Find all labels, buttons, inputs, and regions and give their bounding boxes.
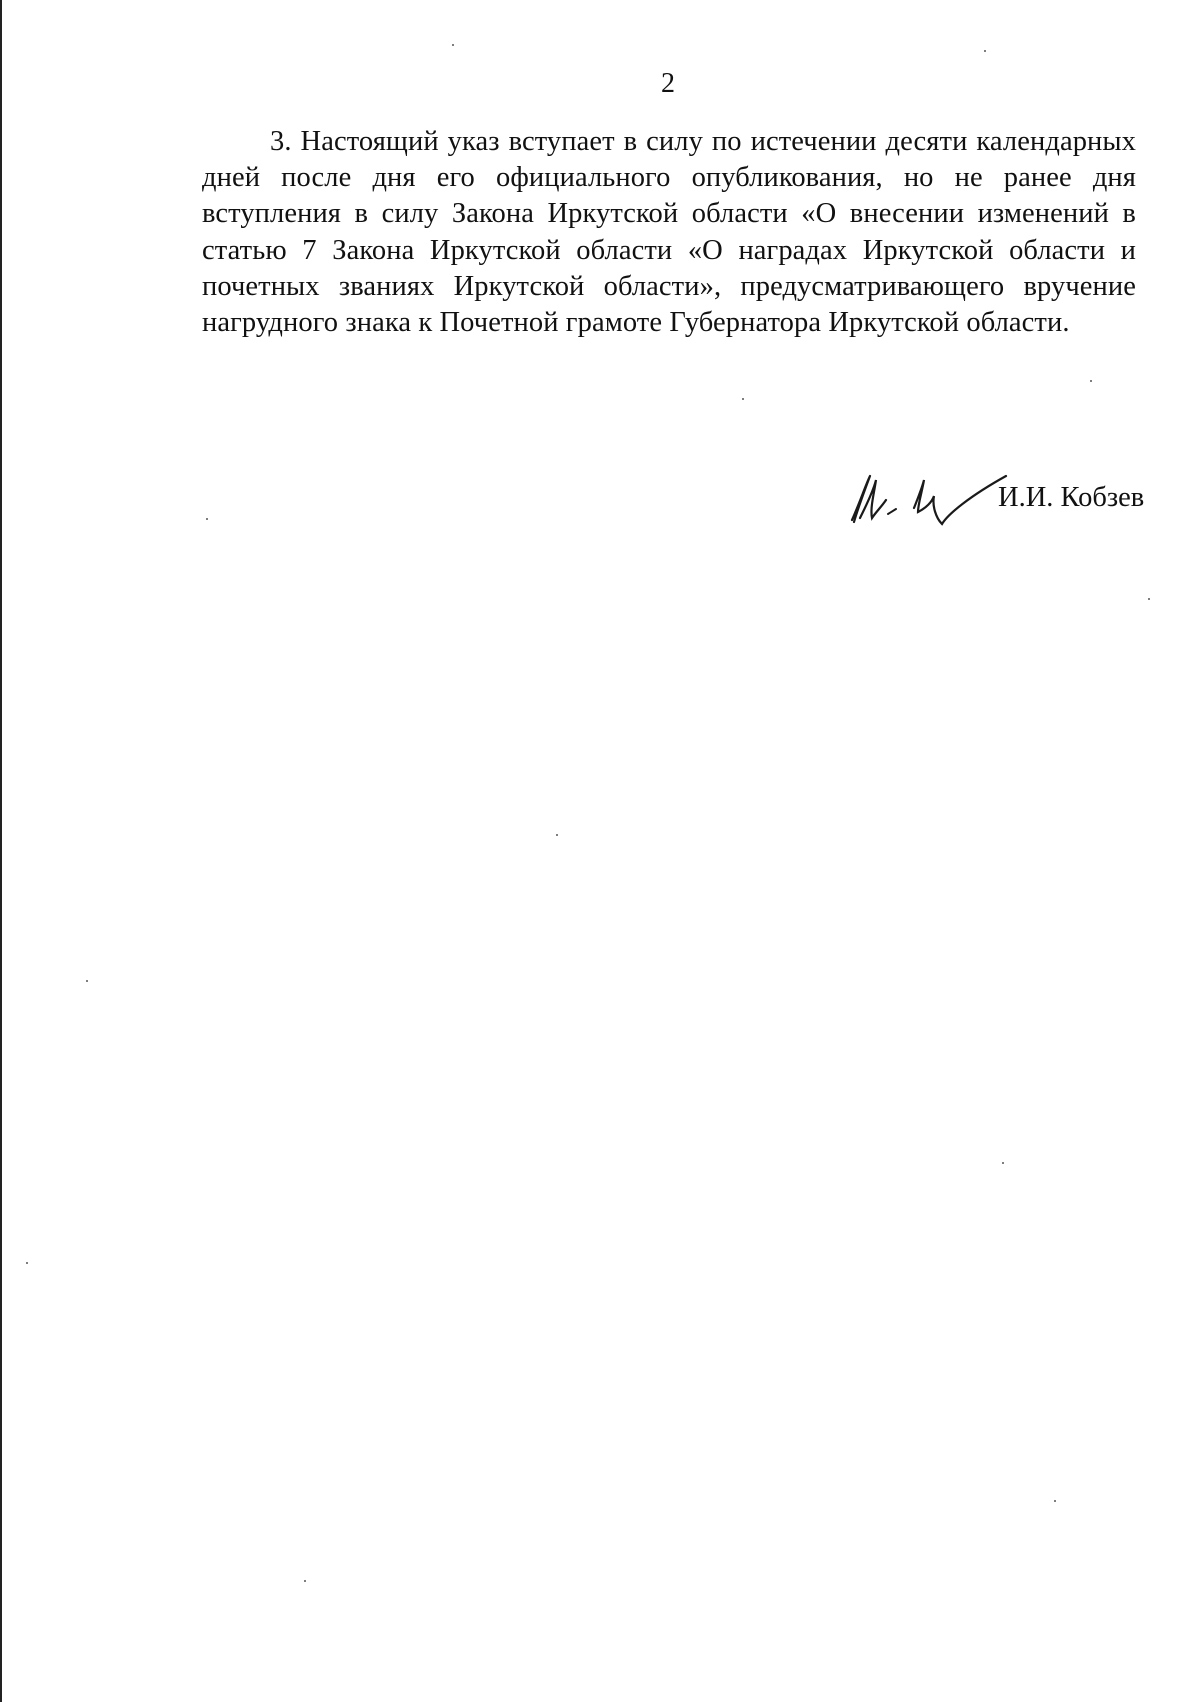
scan-speck [304,1580,306,1582]
scan-edge [0,0,2,1702]
page-number: 2 [661,68,675,99]
signer-name: И.И. Кобзев [998,482,1145,513]
scan-speck [984,50,986,52]
scan-speck [1148,598,1150,600]
scan-speck [86,980,88,982]
scan-speck [1054,1500,1056,1502]
scan-speck [1002,1162,1004,1164]
scan-speck [206,518,208,520]
scan-speck [556,834,558,836]
signature-block [830,462,1150,552]
scan-speck [1090,380,1092,382]
scan-speck [452,44,454,46]
handwritten-signature-icon [830,462,1010,552]
scan-speck [742,398,744,400]
paragraph-3: 3. Настоящий указ вступает в силу по истечении десяти календарных дней после дня его официального опубликования, но не ранее дня вступления в силу Закона Иркутской области «О внесении изменений в статью 7 Закона Иркутской области «О наградах Иркутской области и почетных званиях Иркутской области», предусматривающего вручение нагрудного знака к Почетной грамоте Губернатора Иркутской области. [202,126,1136,339]
scan-speck [26,1262,28,1264]
